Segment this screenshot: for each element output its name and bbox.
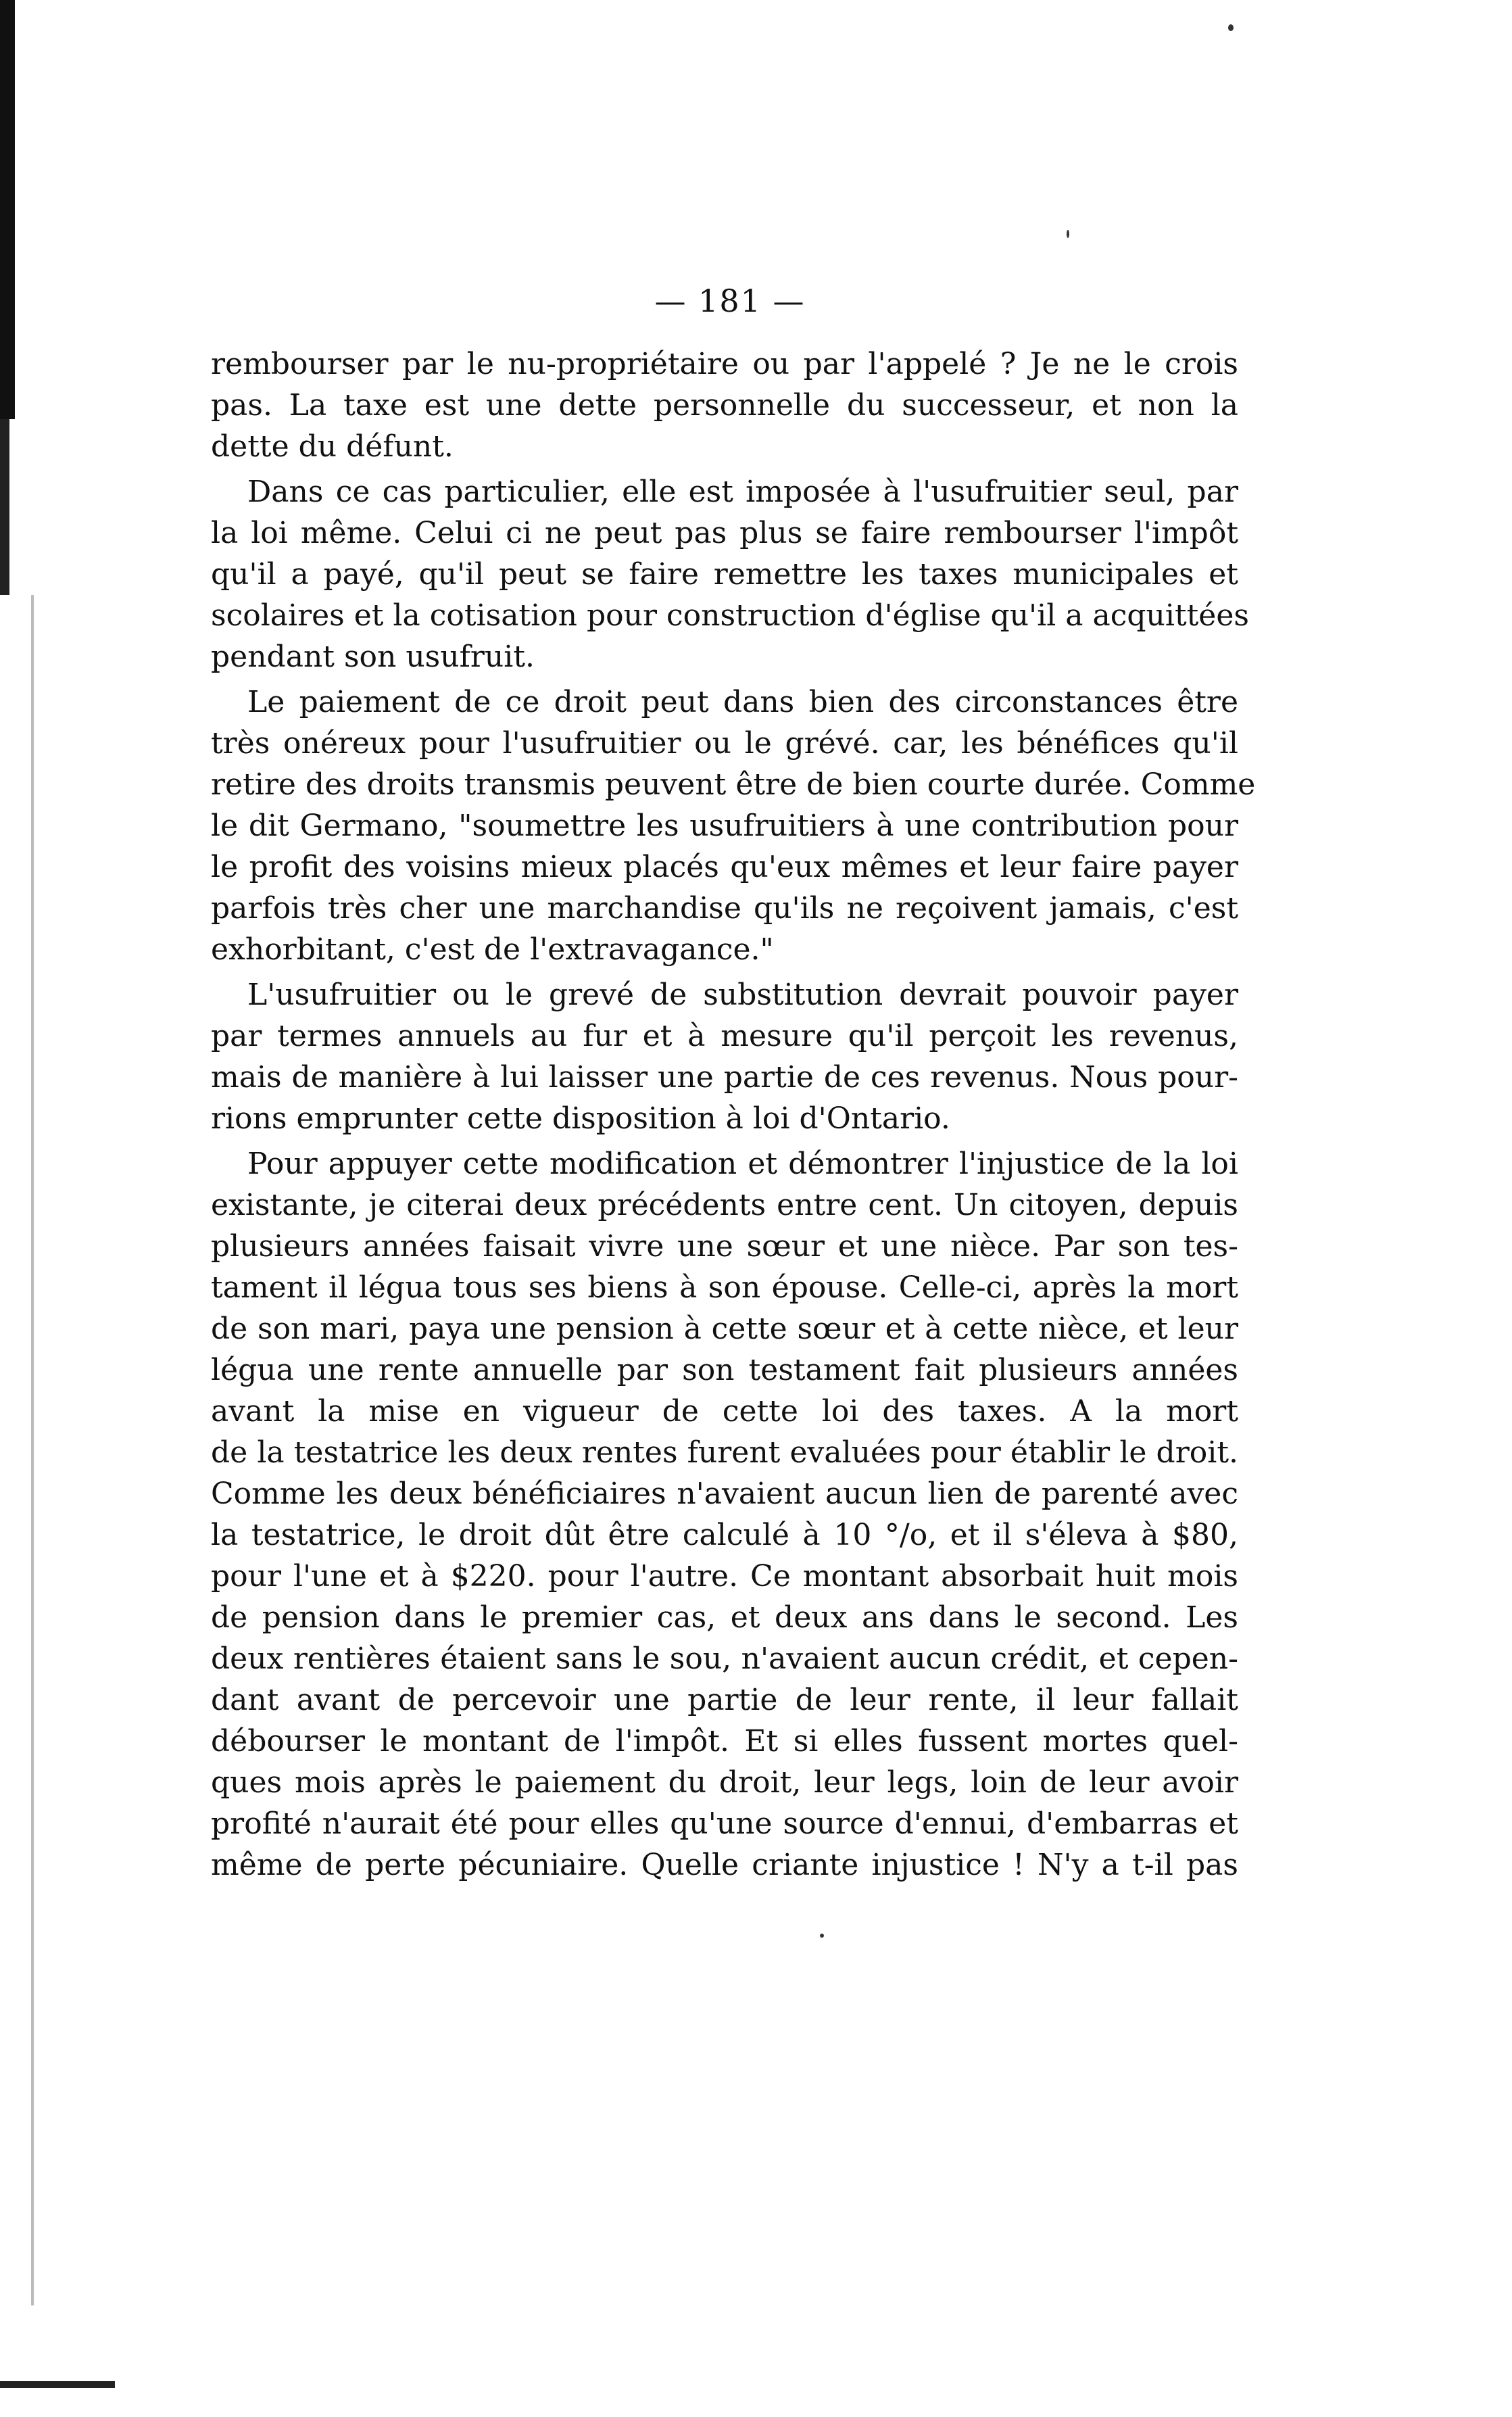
scan-speck: [1067, 230, 1069, 238]
scan-speck: [1228, 24, 1234, 31]
scan-margin-line: [31, 595, 34, 2305]
paragraph-2: [211, 471, 1249, 677]
scan-edge-left: [0, 0, 15, 419]
text-line: scolaires et la cotisation pour construction d'église qu'il a acquittées: [211, 598, 1249, 633]
paragraph-5: [211, 1143, 1238, 1886]
text-line: le profit des voisins mieux placés qu'eux mêmes et leur faire payer: [211, 850, 1238, 884]
text-line: plusieurs années faisait vivre une sœur et une nièce. Par son tes-: [211, 1229, 1238, 1264]
text-line: Pour appuyer cette modification et démontrer l'injustice de la loi: [247, 1147, 1238, 1181]
text-line: de pension dans le premier cas, et deux ans dans le second. Les: [211, 1600, 1238, 1635]
text-line: pas. La taxe est une dette personnelle du successeur, et non la: [211, 388, 1238, 423]
text-line: mais de manière à lui laisser une partie de ces revenus. Nous pour-: [211, 1060, 1238, 1095]
text-line: exhorbitant, c'est de l'extravagance.": [211, 932, 774, 967]
text-line: très onéreux pour l'usufruitier ou le grévé. car, les bénéfices qu'il: [211, 726, 1238, 761]
text-line: débourser le montant de l'impôt. Et si elles fussent mortes quel-: [211, 1724, 1238, 1758]
text-line: dette du défunt.: [211, 429, 454, 464]
text-line: pendant son usufruit.: [211, 640, 535, 674]
scan-edge-left-lower: [0, 419, 9, 595]
text-line: existante, je citerai deux précédents entre cent. Un citoyen, depuis: [211, 1188, 1238, 1222]
text-line: rembourser par le nu-propriétaire ou par l'appelé ? Je ne le crois: [211, 347, 1238, 381]
scan-speck: [820, 1934, 824, 1938]
text-line: de son mari, paya une pension à cette sœur et à cette nièce, et leur: [211, 1312, 1238, 1346]
text-line: le dit Germano, "soumettre les usufruitiers à une contribution pour: [211, 809, 1238, 843]
text-line: deux rentières étaient sans le sou, n'avaient aucun crédit, et cepen-: [211, 1642, 1238, 1676]
page-number: — 181 —: [654, 283, 806, 319]
text-body: [211, 343, 1256, 1890]
text-line: la loi même. Celui ci ne peut pas plus se faire rembourser l'impôt: [211, 516, 1238, 550]
text-line: rions emprunter cette disposition à loi d'Ontario.: [211, 1101, 950, 1136]
text-line: de la testatrice les deux rentes furent evaluées pour établir le droit.: [211, 1435, 1238, 1470]
text-line: dant avant de percevoir une partie de leur rente, il leur fallait: [211, 1683, 1238, 1717]
text-line: pour l'une et à $220. pour l'autre. Ce montant absorbait huit mois: [211, 1559, 1238, 1594]
text-line: Dans ce cas particulier, elle est imposée à l'usufruitier seul, par: [247, 475, 1238, 509]
text-line: avant la mise en vigueur de cette loi des taxes. A la mort: [211, 1394, 1238, 1429]
text-line: Le paiement de ce droit peut dans bien des circonstances être: [247, 685, 1238, 719]
text-line: parfois très cher une marchandise qu'ils ne reçoivent jamais, c'est: [211, 891, 1238, 926]
text-line: L'usufruitier ou le grevé de substitution devrait pouvoir payer: [247, 978, 1238, 1012]
text-line: retire des droits transmis peuvent être de bien courte durée. Comme: [211, 767, 1256, 802]
text-line: la testatrice, le droit dût être calculé à 10 °/o, et il s'éleva à $80,: [211, 1518, 1238, 1552]
paragraph-4: [211, 974, 1238, 1139]
text-line: ques mois après le paiement du droit, leur legs, loin de leur avoir: [211, 1765, 1238, 1800]
text-line: légua une rente annuelle par son testament fait plusieurs années: [211, 1353, 1238, 1387]
text-line: tament il légua tous ses biens à son épouse. Celle-ci, après la mort: [211, 1270, 1238, 1305]
scan-bottom-mark: [0, 2381, 115, 2388]
text-line: qu'il a payé, qu'il peut se faire remettre les taxes municipales et: [211, 557, 1238, 592]
text-line: profité n'aurait été pour elles qu'une source d'ennui, d'embarras et: [211, 1806, 1238, 1841]
paragraph-1: [211, 343, 1238, 467]
paragraph-3: [211, 681, 1256, 970]
text-line: Comme les deux bénéficiaires n'avaient aucun lien de parenté avec: [211, 1477, 1238, 1511]
text-line: par termes annuels au fur et à mesure qu'il perçoit les revenus,: [211, 1019, 1238, 1053]
text-line: même de perte pécuniaire. Quelle criante injustice ! N'y a t-il pas: [211, 1848, 1238, 1882]
